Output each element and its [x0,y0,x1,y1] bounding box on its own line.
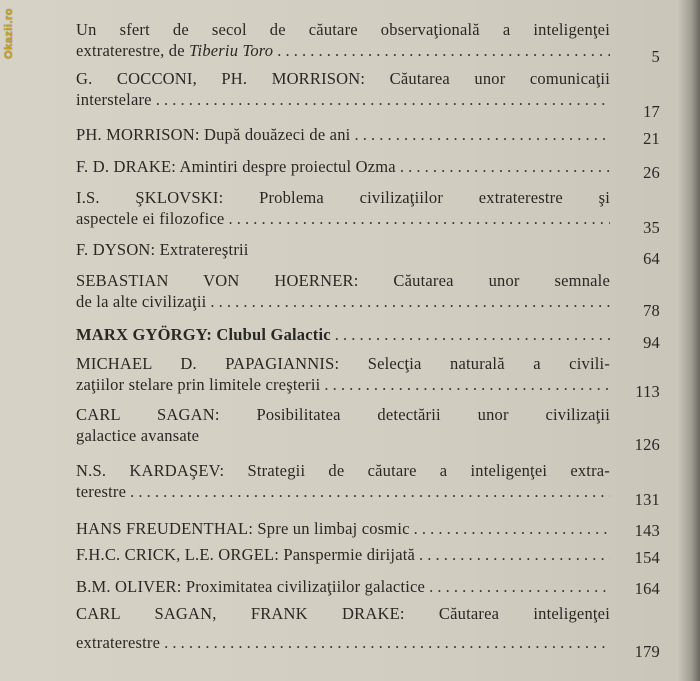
entry-last-line [76,40,610,61]
page-number: 179 [634,642,660,661]
toc-entry [76,603,660,661]
dot-leader [210,291,610,312]
entry-text: galactice avansate [76,426,200,445]
dot-leader [414,518,610,539]
entry-last-line [76,291,610,312]
entry-line: G. COCCONI, PH. MORRISON: Căutarea unor comunicaţii [76,69,610,88]
entry-text: aspectele ei filozofice [76,209,225,228]
toc-entry [76,19,660,66]
page-number: 164 [634,579,660,598]
dot-leader [156,89,610,110]
dot-leader [335,324,610,345]
entry-line: SEBASTIAN VON HOERNER: Căutarea unor semnale [76,271,610,290]
entry-last-line [76,576,610,597]
entry-last-line [76,239,610,260]
page-number: 5 [651,47,660,66]
page-number: 154 [634,548,660,567]
watermark-logo: Okazii.ro [3,8,15,59]
page-number: 64 [643,249,660,268]
page-number: 78 [643,301,660,320]
entry-text: PH. MORRISON: După douăzeci de ani [76,125,351,144]
entry-last-line [76,208,610,229]
page-number: 143 [634,521,660,540]
entry-text: B.M. OLIVER: Proximitatea civilizaţiilor galactice [76,577,426,596]
page-number: 131 [634,490,660,509]
dot-leader [277,40,610,61]
entry-last-line [76,124,610,145]
entry-text: F.H.C. CRICK, L.E. ORGEL: Panspermie dirijată [76,545,416,564]
toc-entry [76,124,660,148]
entry-text: HANS FREUDENTHAL: Spre un limbaj cosmic [76,519,410,538]
entry-last-line [76,425,610,446]
entry-last-line [76,481,610,502]
entry-last-line [76,156,610,177]
entry-line: MICHAEL D. PAPAGIANNIS: Selecţia naturală a civili- [76,354,610,373]
entry-last-line [76,632,610,653]
dot-leader [354,124,610,145]
toc-entry [76,353,660,401]
entry-author: Tiberiu Toro [189,41,274,60]
entry-last-line [76,89,610,110]
page-number: 26 [643,163,660,182]
page-number: 113 [635,382,660,401]
entry-last-line [76,324,610,345]
toc-entry [76,576,660,597]
page-number: 94 [643,333,660,352]
dot-leader [130,481,610,502]
toc-entry [76,460,660,509]
entry-line: I.S. ŞKLOVSKI: Problema civilizaţiilor extraterestre şi [76,188,610,207]
dot-leader [228,208,610,229]
dot-leader [400,156,610,177]
page-number: 35 [643,218,660,237]
book-spine-shadow [678,0,700,681]
page-number: 17 [643,102,660,121]
toc-entry [76,239,660,268]
entry-text: de la alte civilizaţii [76,292,207,311]
entry-text: MARX GYÖRGY: Clubul Galactic [76,325,331,344]
entry-text: terestre [76,482,127,501]
entry-line: Un sfert de secol de căutare observaţională a inteligenţei [76,20,610,39]
toc-entry [76,187,660,237]
entry-last-line [76,518,610,539]
entry-last-line [76,374,610,395]
entry-text: zaţiilor stelare prin limitele creşterii [76,375,321,394]
entry-text: F. DYSON: Extratereştrii [76,240,249,259]
dot-leader [324,374,610,395]
entry-last-line [76,544,610,565]
page-number: 21 [643,129,660,148]
dot-leader [164,632,610,653]
entry-text: extraterestre [76,633,161,652]
entry-text: extraterestre, de [76,41,190,60]
toc-entry [76,270,660,320]
dot-leader [419,544,610,565]
page-number: 126 [634,435,660,454]
entry-text: F. D. DRAKE: Amintiri despre proiectul Ozma [76,157,396,176]
toc-entry [76,404,660,454]
dot-leader [429,576,610,597]
entry-line: N.S. KARDAŞEV: Strategii de căutare a inteligenţei extra- [76,461,610,480]
toc-entry [76,518,660,539]
entry-line: CARL SAGAN, FRANK DRAKE: Căutarea inteligenţei [76,604,610,623]
toc-entry [76,156,660,182]
toc-entry [76,68,660,121]
toc-entry [76,324,660,352]
toc-entry [76,544,660,565]
entry-text: interstelare [76,90,152,109]
entry-line: CARL SAGAN: Posibilitatea detectării unor civilizaţii [76,405,610,424]
